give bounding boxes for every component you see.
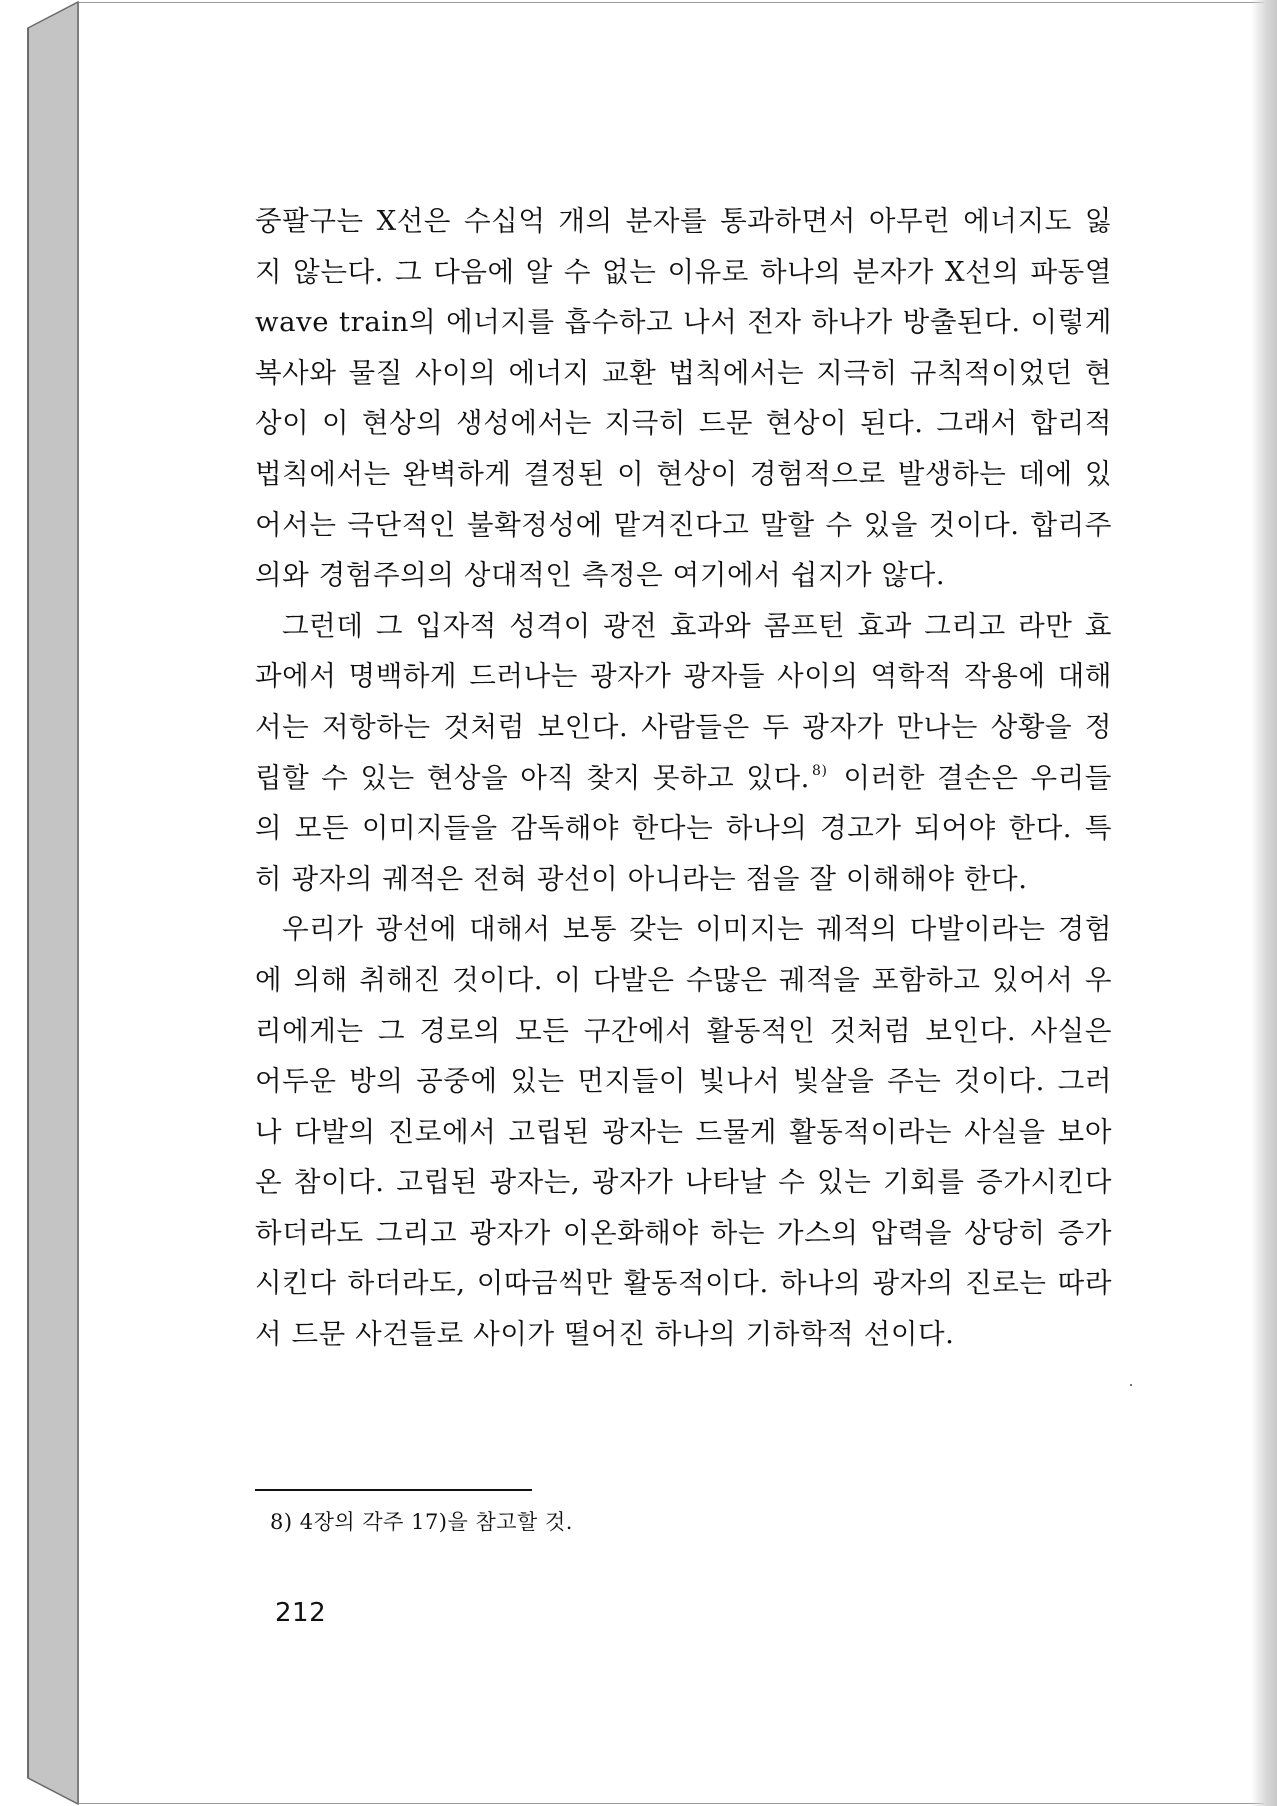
text-line: 어서는 극단적인 불확정성에 맡겨진다고 말할 수 있을 것이다. 합리주 xyxy=(255,508,1112,541)
text-line: 중팔구는 X선은 수십억 개의 분자를 통과하면서 아무런 에너지도 잃 xyxy=(255,205,1112,237)
page-number: 212 xyxy=(275,1598,327,1628)
text-line: wave train의 에너지를 흡수하고 나서 전자 하나가 방출된다. 이렇게 xyxy=(255,306,1112,339)
text-line: 그런데 그 입자적 성격이 광전 효과와 콤프턴 효과 그리고 라만 효 xyxy=(282,609,1112,642)
text-line: 지 않는다. 그 다음에 알 수 없는 이유로 하나의 분자가 X선의 파동열 xyxy=(255,255,1112,288)
text-line: 법칙에서는 완벽하게 결정된 이 현상이 경험적으로 발생하는 데에 있 xyxy=(255,457,1112,490)
footnote: 8) 4장의 각주 17)을 참고할 것. xyxy=(270,1510,573,1534)
paragraph xyxy=(255,601,1112,905)
text-segment: 이러한 결손은 우리들 xyxy=(831,761,1112,794)
footnote-divider xyxy=(255,1489,532,1491)
text-line: 시킨다 하더라도, 이따금씩만 활동적이다. 하나의 광자의 진로는 따라 xyxy=(255,1267,1112,1300)
text-line: 히 광자의 궤적은 전혀 광선이 아니라는 점을 잘 이해해야 한다. xyxy=(255,862,1028,895)
footnote-reference[interactable]: 8) xyxy=(812,762,828,779)
text-line: 과에서 명백하게 드러나는 광자가 광자들 사이의 역학적 작용에 대해 xyxy=(255,660,1112,693)
text-line: 온 참이다. 고립된 광자는, 광자가 나타날 수 있는 기회를 증가시킨다 xyxy=(255,1166,1112,1199)
text-line: 우리가 광선에 대해서 보통 갖는 이미지는 궤적의 다발이라는 경험 xyxy=(282,913,1112,946)
text-line: 에 의해 취해진 것이다. 이 다발은 수많은 궤적을 포함하고 있어서 우 xyxy=(255,963,1112,996)
scan-speck xyxy=(1130,1384,1132,1386)
text-line: 상이 이 현상의 생성에서는 지극히 드문 현상이 된다. 그래서 합리적 xyxy=(255,407,1112,440)
text-line: 어두운 방의 공중에 있는 먼지들이 빛나서 빛살을 주는 것이다. 그러 xyxy=(255,1065,1112,1098)
text-line: 리에게는 그 경로의 모든 구간에서 활동적인 것처럼 보인다. 사실은 xyxy=(255,1014,1112,1047)
paragraph xyxy=(255,904,1112,1359)
text-segment: 립할 수 있는 현상을 아직 찾지 못하고 있다. xyxy=(255,761,810,794)
page-edge-shadow xyxy=(1251,0,1277,1806)
body-text xyxy=(255,196,1112,1360)
text-line: 복사와 물질 사이의 에너지 교환 법칙에서는 지극히 규칙적이었던 현 xyxy=(255,356,1112,389)
text-line: 의 모든 이미지들을 감독해야 한다는 하나의 경고가 되어야 한다. 특 xyxy=(255,812,1112,845)
text-line-with-footnote xyxy=(255,753,1112,804)
text-line: 서 드문 사건들로 사이가 떨어진 하나의 기하학적 선이다. xyxy=(255,1318,955,1351)
text-line: 나 다발의 진로에서 고립된 광자는 드물게 활동적이라는 사실을 보아 xyxy=(255,1115,1112,1148)
text-line: 서는 저항하는 것처럼 보인다. 사람들은 두 광자가 만나는 상황을 정 xyxy=(255,710,1112,743)
text-line: 하더라도 그리고 광자가 이온화해야 하는 가스의 압력을 상당히 증가 xyxy=(255,1216,1112,1249)
paragraph xyxy=(255,196,1112,601)
text-line: 의와 경험주의의 상대적인 측정은 여기에서 쉽지가 않다. xyxy=(255,559,946,592)
